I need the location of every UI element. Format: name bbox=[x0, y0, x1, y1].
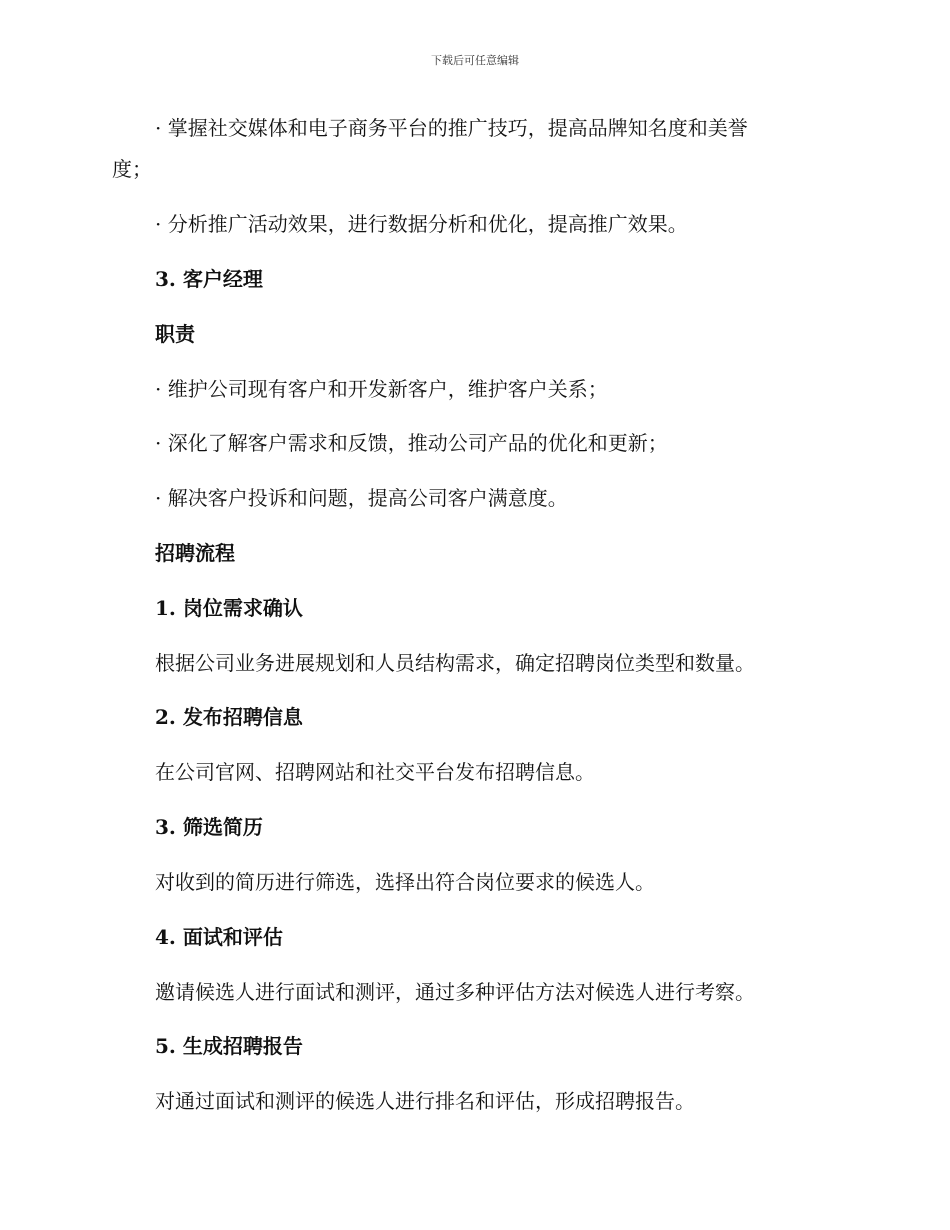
step-4-title: 4. 面试和评估 bbox=[155, 925, 283, 949]
step-1-title: 1. 岗位需求确认 bbox=[155, 596, 303, 620]
bullet-duty-2: · 深化了解客户需求和反馈，推动公司产品的优化和更新； bbox=[155, 431, 668, 455]
bullet-duty-3: · 解决客户投诉和问题，提高公司客户满意度。 bbox=[155, 486, 568, 510]
bullet-promo-analysis: · 分析推广活动效果，进行数据分析和优化，提高推广效果。 bbox=[155, 212, 688, 236]
page-header-note: 下载后可任意编辑 bbox=[431, 54, 519, 67]
step-2-title: 2. 发布招聘信息 bbox=[155, 705, 303, 729]
step-3-text: 对收到的简历进行筛选，选择出符合岗位要求的候选人。 bbox=[155, 870, 655, 894]
heading-account-manager: 3. 客户经理 bbox=[155, 267, 263, 291]
step-4-text: 邀请候选人进行面试和测评，通过多种评估方法对候选人进行考察。 bbox=[155, 980, 755, 1004]
bullet-duty-1: · 维护公司现有客户和开发新客户，维护客户关系； bbox=[155, 377, 608, 401]
heading-recruitment-process: 招聘流程 bbox=[155, 541, 235, 565]
heading-duties: 职责 bbox=[155, 322, 195, 346]
bullet-promo-skill-continued: 度； bbox=[112, 157, 152, 181]
step-2-text: 在公司官网、招聘网站和社交平台发布招聘信息。 bbox=[155, 760, 595, 784]
step-5-text: 对通过面试和测评的候选人进行排名和评估，形成招聘报告。 bbox=[155, 1089, 695, 1113]
step-3-title: 3. 筛选简历 bbox=[155, 815, 263, 839]
step-1-text: 根据公司业务进展规划和人员结构需求，确定招聘岗位类型和数量。 bbox=[155, 651, 755, 675]
bullet-promo-skill: · 掌握社交媒体和电子商务平台的推广技巧，提高品牌知名度和美誉 bbox=[155, 116, 748, 140]
step-5-title: 5. 生成招聘报告 bbox=[155, 1034, 303, 1058]
